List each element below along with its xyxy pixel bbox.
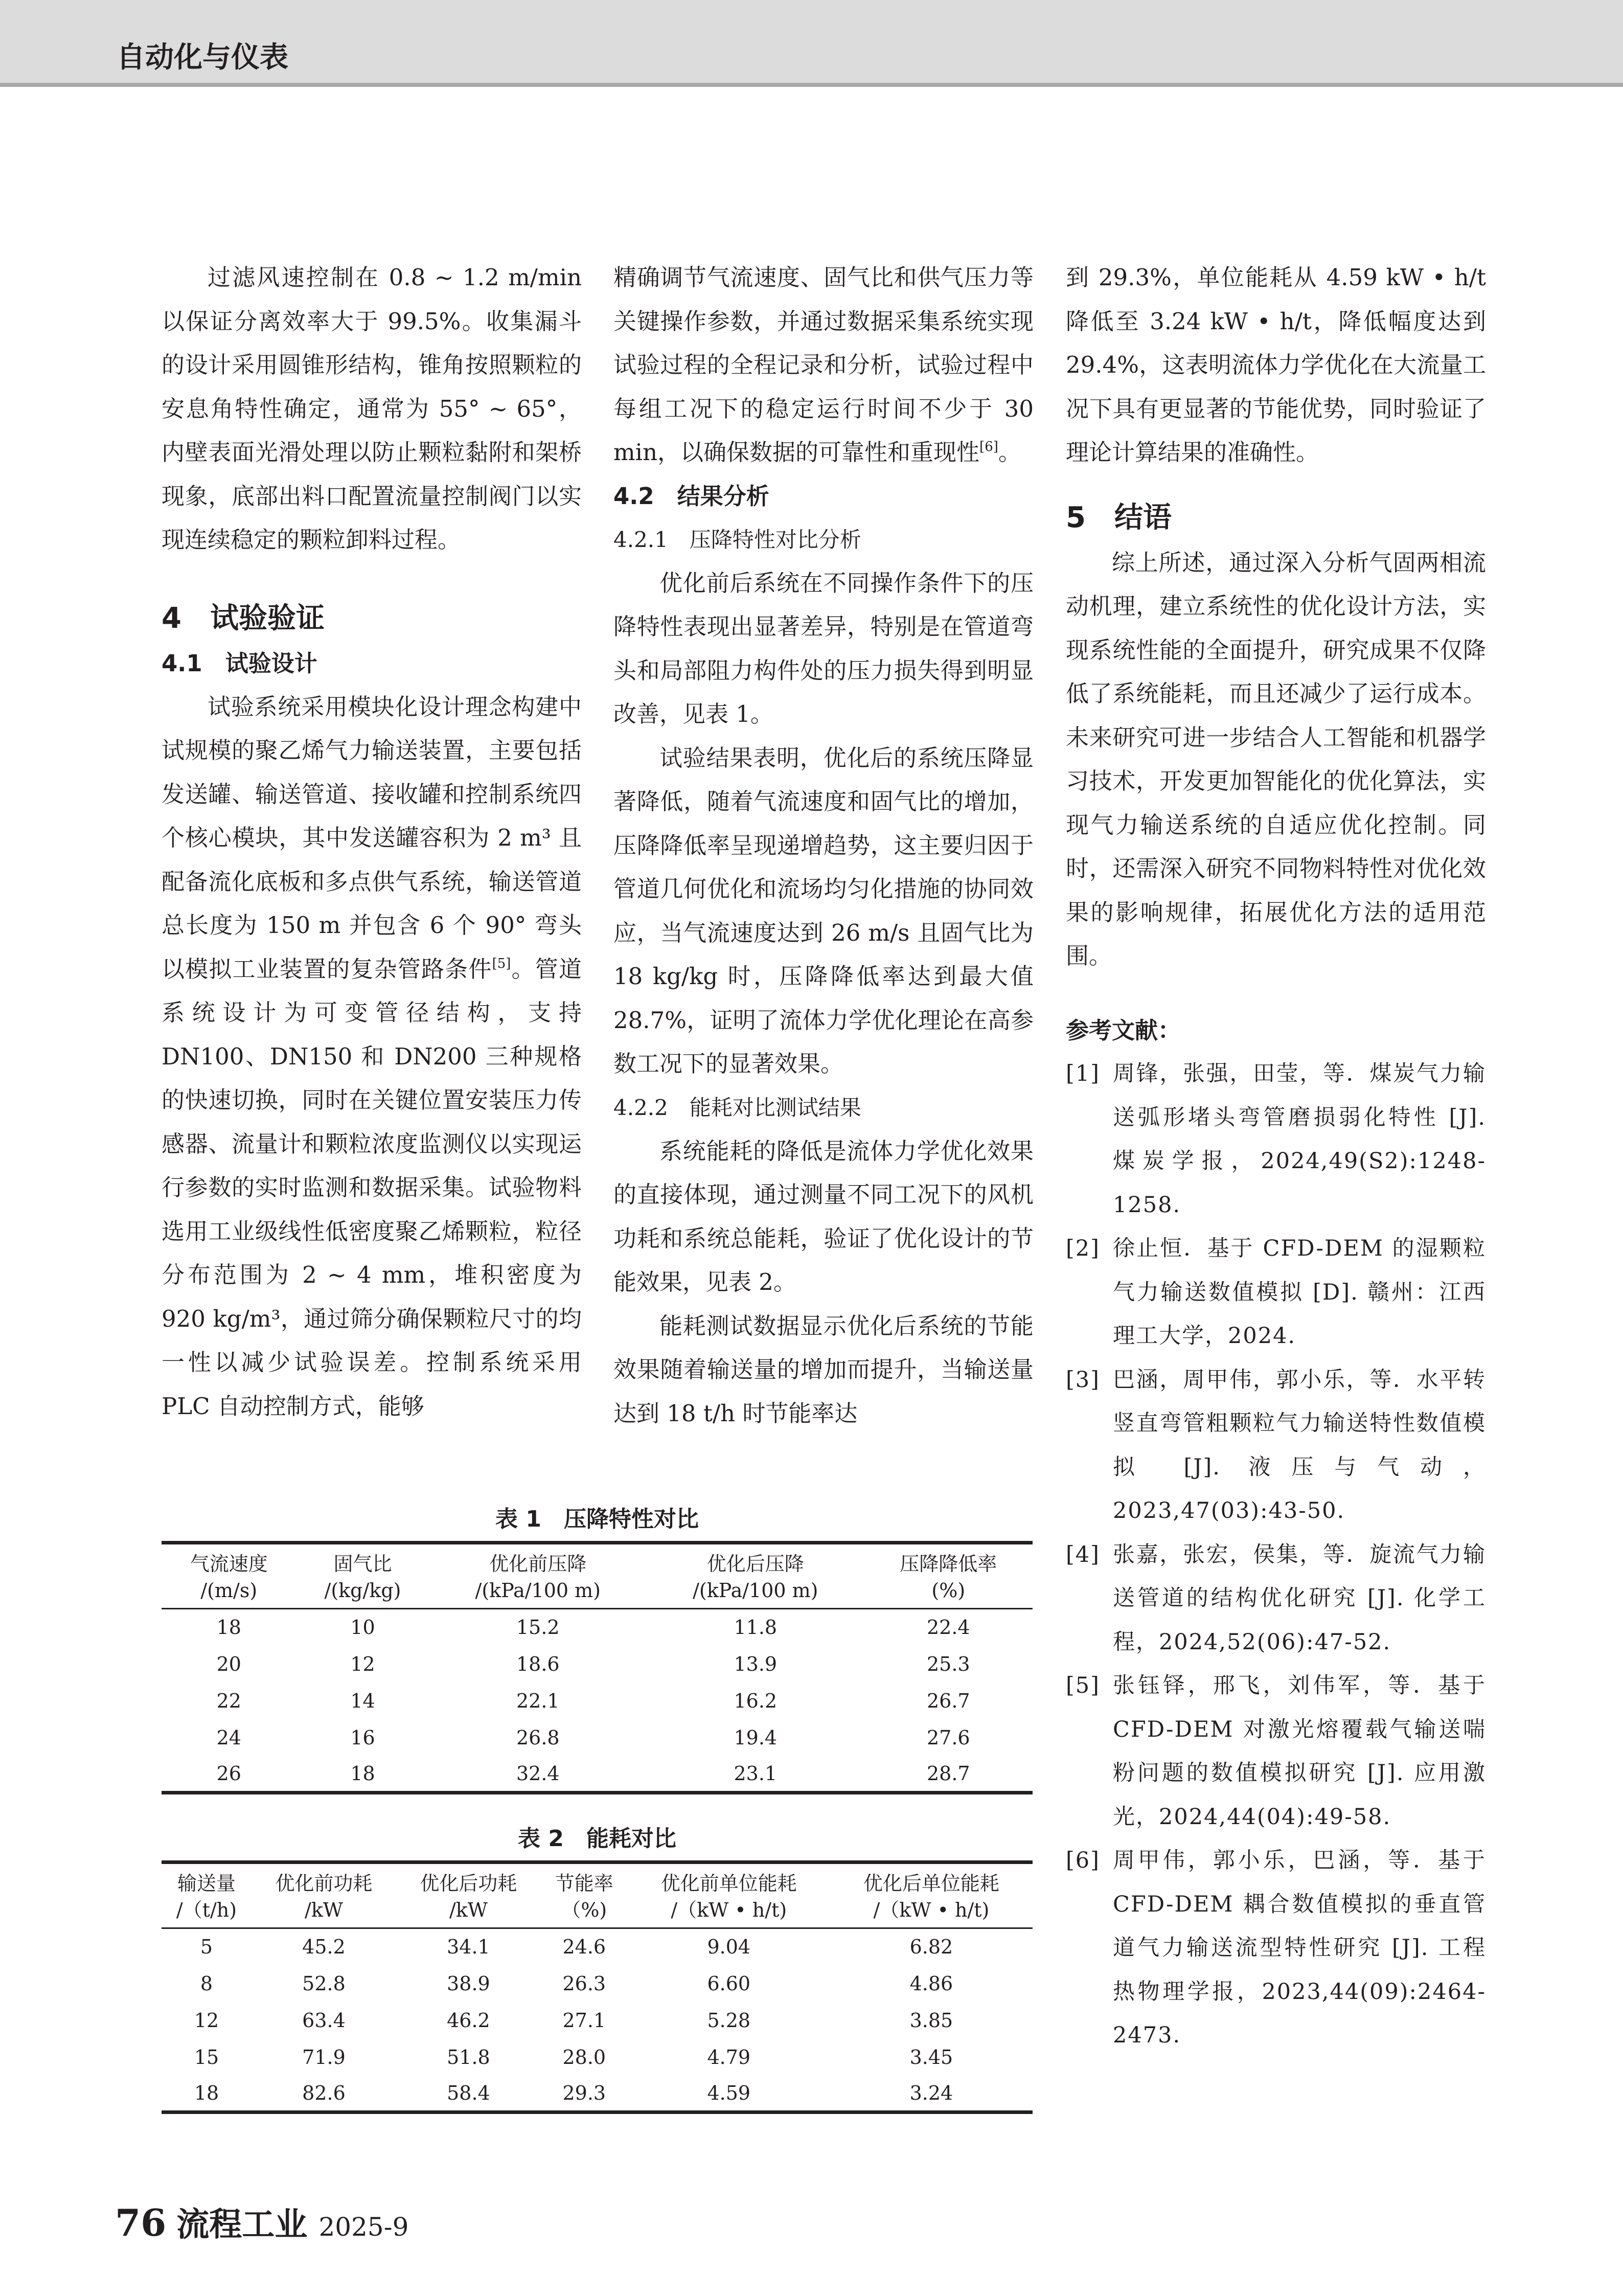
header-line: /(m/s) xyxy=(200,1579,258,1602)
table-cell: 25.3 xyxy=(926,1652,970,1675)
header-line: /（kW • h/t) xyxy=(873,1899,990,1921)
table-cell: 6.60 xyxy=(707,1972,751,1995)
column-header xyxy=(252,1862,396,1928)
table-cell: 38.9 xyxy=(447,1972,490,1995)
table-cell: 71.9 xyxy=(302,2045,346,2068)
reference-item xyxy=(1066,1358,1486,1533)
header-row xyxy=(162,1862,1033,1928)
reference-number: [3] xyxy=(1066,1367,1100,1393)
table-cell: 19.4 xyxy=(734,1726,778,1749)
table-cell: 18 xyxy=(216,1616,241,1639)
column-header xyxy=(830,1862,1033,1928)
table-cell: 12 xyxy=(350,1652,375,1675)
table-cell: 11.8 xyxy=(734,1616,778,1639)
reference-text: 张嘉，张宏，侯集，等．旋流气力输送管道的结构优化研究 [J]. 化学工程，2024,52(06):47-52. xyxy=(1113,1541,1486,1655)
header-line: 输送量 xyxy=(177,1872,236,1895)
table-cell: 5.28 xyxy=(707,2009,751,2032)
reference-item xyxy=(1066,1227,1486,1358)
table-cell: 24.6 xyxy=(562,1936,606,1959)
paragraph: 试验系统采用模块化设计理念构建中试规模的聚乙烯气力输送装置，主要包括发送罐、输送管道、接收罐和控制系统四个核心模块，其中发送罐容积为 2 m³ 且配备流化底板和多点供气系统，输送管道总长度为 150 m 并包含 6 个 90° 弯头以模拟工业装置的复杂管路条件[5]。管道系统设计为可变管径结构，支持 DN100、DN150 和 DN200 三种规格的快速切换，同时在关键位置安装压力传感器、流量计和颗粒浓度监测仪以实现运行参数的实时监测和数据采集。试验物料选用工业级线性低密度聚乙烯颗粒，粒径分布范围为 2 ~ 4 mm，堆积密度为 920 kg/m³，通过筛分确保颗粒尺寸的均一性以减少试验误差。控制系统采用 PLC 自动控制方式，能够 xyxy=(162,693,582,1420)
table-cell: 9.04 xyxy=(707,1936,751,1959)
header-line: 优化后功耗 xyxy=(420,1872,517,1895)
table-cell: 22.1 xyxy=(516,1689,560,1712)
table-cell: 51.8 xyxy=(447,2045,490,2068)
section-heading: 5 结语 xyxy=(1066,501,1172,534)
table-2 xyxy=(162,1817,1033,2114)
energy-table xyxy=(162,1860,1033,2114)
table-cell: 34.1 xyxy=(447,1936,490,1959)
table-cell: 26.8 xyxy=(516,1726,560,1749)
table-cell: 20 xyxy=(216,1652,241,1675)
column-header xyxy=(541,1862,628,1928)
subsection-heading: 4.1 试验设计 xyxy=(162,649,317,677)
reference-text: 张钰铎，邢飞，刘伟军，等．基于 CFD-DEM 对激光熔覆载气输送喘粉问题的数值模拟研究 [J]. 应用激光，2024,44(04):49-58. xyxy=(1113,1673,1486,1830)
header-line: 优化后压降 xyxy=(706,1553,804,1575)
header-line: 压降降低率 xyxy=(900,1553,997,1575)
header-line: /（t/h) xyxy=(176,1899,237,1921)
column-right xyxy=(1066,256,1486,2058)
table-row xyxy=(162,2002,1033,2039)
reference-number: [2] xyxy=(1066,1236,1100,1261)
page-footer xyxy=(115,2198,408,2245)
column-header xyxy=(429,1543,647,1609)
table-caption: 表 1 压降特性对比 xyxy=(495,1506,699,1532)
reference-text: 周锋，张强，田莹，等．煤炭气力输送弧形堵头弯管磨损弱化特性 [J]. 煤炭学报，2024,49(S2):1248-1258. xyxy=(1113,1061,1486,1218)
header-line: 优化后单位能耗 xyxy=(863,1872,999,1895)
header-line: 固气比 xyxy=(333,1553,392,1575)
header-line: （%) xyxy=(561,1899,607,1921)
citation: [5] xyxy=(492,956,511,971)
column-header xyxy=(647,1543,864,1609)
reference-item xyxy=(1066,1052,1486,1227)
table-cell: 26.7 xyxy=(926,1689,970,1712)
subsubsection-heading: 4.2.1 压降特性对比分析 xyxy=(613,527,861,552)
table-cell: 46.2 xyxy=(447,2009,490,2032)
table-cell: 14 xyxy=(350,1689,375,1712)
table-cell: 4.79 xyxy=(707,2045,751,2068)
reference-text: 徐止恒．基于 CFD-DEM 的湿颗粒气力输送数值模拟 [D]. 赣州：江西理工大学，2024. xyxy=(1113,1236,1486,1349)
table-cell: 63.4 xyxy=(302,2009,346,2032)
issue: 2025-9 xyxy=(318,2212,409,2242)
table-cell: 6.82 xyxy=(909,1936,953,1959)
header-line: 优化前功耗 xyxy=(275,1872,373,1895)
table-row xyxy=(162,1609,1033,1646)
reference-item xyxy=(1066,1664,1486,1839)
header-line: /kW xyxy=(305,1899,343,1921)
paragraph: 精确调节气流速度、固气比和供气压力等关键操作参数，并通过数据采集系统实现试验过程的全程记录和分析，试验过程中每组工况下的稳定运行时间不少于 30 min，以确保数据的可靠性和重现性[6]。 xyxy=(613,264,1034,466)
table-cell: 32.4 xyxy=(516,1762,560,1785)
table-cell: 27.1 xyxy=(562,2009,606,2032)
header-line: /kW xyxy=(449,1899,488,1921)
table-cell: 15.2 xyxy=(516,1616,560,1639)
table-cell: 8 xyxy=(200,1972,213,1995)
reference-number: [1] xyxy=(1066,1061,1100,1086)
table-cell: 18 xyxy=(194,2081,219,2104)
table-row xyxy=(162,1719,1033,1756)
reference-number: [4] xyxy=(1066,1541,1100,1567)
table-cell: 16.2 xyxy=(734,1689,778,1712)
table-cell: 22.4 xyxy=(926,1616,970,1639)
column-left xyxy=(162,256,582,1428)
paragraph: 综上所述，通过深入分析气固两相流动机理，建立系统性的优化设计方法，实现系统性能的全面提升，研究成果不仅降低了系统能耗，而且还减少了运行成本。未来研究可进一步结合人工智能和机器学习技术，开发更加智能化的优化算法，实现气力输送系统的自适应优化控制。同时，还需深入研究不同物料特性对优化效果的影响规律，拓展优化方法的适用范围。 xyxy=(1066,549,1486,969)
reference-item xyxy=(1066,1533,1486,1665)
running-header xyxy=(0,0,1623,87)
column-header xyxy=(396,1862,541,1928)
table-row xyxy=(162,1928,1033,1965)
table-cell: 26 xyxy=(216,1762,241,1785)
column-header xyxy=(162,1543,296,1609)
citation: [6] xyxy=(979,439,998,454)
table-row xyxy=(162,2039,1033,2076)
table-cell: 23.1 xyxy=(734,1762,778,1785)
table-cell: 52.8 xyxy=(302,1972,346,1995)
column-header xyxy=(628,1862,830,1928)
section-title: 自动化与仪表 xyxy=(117,41,288,74)
reference-number: [5] xyxy=(1066,1673,1100,1698)
header-line: /（kW • h/t) xyxy=(671,1899,787,1921)
section-heading: 4 试验验证 xyxy=(162,601,325,635)
reference-list xyxy=(1066,1052,1486,2058)
paragraph: 过滤风速控制在 0.8 ~ 1.2 m/min 以保证分离效率大于 99.5%。收集漏斗的设计采用圆锥形结构，锥角按照颗粒的安息角特性确定，通常为 55° ~ 65°，内壁表面光滑处理以防止颗粒黏附和架桥现象，底部出料口配置流量控制阀门以实现连续稳定的颗粒卸料过程。 xyxy=(162,264,582,553)
header-row xyxy=(162,1543,1033,1609)
reference-number: [6] xyxy=(1066,1848,1100,1873)
header-line: /(kPa/100 m) xyxy=(475,1579,601,1602)
journal-name: 流程工业 xyxy=(176,2206,308,2244)
table-1 xyxy=(162,1498,1033,1794)
subsection-heading: 4.2 结果分析 xyxy=(613,482,769,510)
table-cell: 3.85 xyxy=(909,2009,953,2032)
table-cell: 45.2 xyxy=(302,1936,346,1959)
table-cell: 13.9 xyxy=(734,1652,778,1675)
table-cell: 27.6 xyxy=(926,1726,970,1749)
table-cell: 29.3 xyxy=(562,2081,606,2104)
table-cell: 5 xyxy=(200,1936,213,1959)
header-line: 节能率 xyxy=(555,1872,613,1895)
table-cell: 4.86 xyxy=(909,1972,953,1995)
reference-text: 巴涵，周甲伟，郭小乐，等．水平转竖直弯管粗颗粒气力输送特性数值模拟 [J]. 液压与气动，2023,47(03):43-50. xyxy=(1113,1367,1486,1524)
table-cell: 18.6 xyxy=(516,1652,560,1675)
table-cell: 10 xyxy=(350,1616,375,1639)
header-line: /(kPa/100 m) xyxy=(693,1579,818,1602)
paragraph: 优化前后系统在不同操作条件下的压降特性表现出显著差异，特别是在管道弯头和局部阻力构件处的压力损失得到明显改善，见表 1。 xyxy=(613,569,1034,728)
paragraph: 系统能耗的降低是流体力学优化效果的直接体现，通过测量不同工况下的风机功耗和系统总能耗，验证了优化设计的节能效果，见表 2。 xyxy=(613,1137,1034,1295)
table-row xyxy=(162,2076,1033,2112)
table-row xyxy=(162,1646,1033,1683)
table-cell: 82.6 xyxy=(302,2081,346,2104)
table-cell: 12 xyxy=(194,2009,219,2032)
table-cell: 15 xyxy=(194,2045,219,2068)
table-row xyxy=(162,1965,1033,2002)
table-row xyxy=(162,1683,1033,1719)
table-cell: 26.3 xyxy=(562,1972,606,1995)
header-line: (%) xyxy=(931,1579,966,1602)
header-line: 优化前压降 xyxy=(489,1553,587,1575)
table-cell: 3.45 xyxy=(909,2045,953,2068)
table-cell: 16 xyxy=(350,1726,375,1749)
paragraph: 到 29.3%，单位能耗从 4.59 kW • h/t 降低至 3.24 kW • h/t，降低幅度达到 29.4%，这表明流体力学优化在大流量工况下具有更显著的节能优势，同时验证了理论计算结果的准确性。 xyxy=(1066,264,1486,466)
pressure-drop-table xyxy=(162,1541,1033,1794)
page-number: 76 xyxy=(115,2201,167,2244)
table-caption: 表 2 能耗对比 xyxy=(518,1826,676,1852)
paragraph: 能耗测试数据显示优化后系统的节能效果随着输送量的增加而提升，当输送量达到 18 t/h 时节能率达 xyxy=(613,1312,1034,1427)
column-header xyxy=(296,1543,429,1609)
table-cell: 58.4 xyxy=(447,2081,490,2104)
column-header xyxy=(864,1543,1033,1609)
column-header xyxy=(162,1862,252,1928)
table-row xyxy=(162,1756,1033,1793)
column-middle xyxy=(613,256,1034,1435)
reference-item xyxy=(1066,1839,1486,2058)
subsubsection-heading: 4.2.2 能耗对比测试结果 xyxy=(613,1095,861,1120)
header-line: 优化前单位能耗 xyxy=(660,1872,797,1895)
header-line: 气流速度 xyxy=(190,1553,268,1575)
table-cell: 18 xyxy=(350,1762,375,1785)
table-cell: 28.7 xyxy=(926,1762,970,1785)
table-cell: 28.0 xyxy=(562,2045,606,2068)
table-cell: 3.24 xyxy=(909,2081,953,2104)
reference-text: 周甲伟，郭小乐，巴涵，等．基于 CFD-DEM 耦合数值模拟的垂直管道气力输送流型特性研究 [J]. 工程热物理学报，2023,44(09):2464-2473. xyxy=(1113,1848,1486,2048)
paragraph: 试验结果表明，优化后的系统压降显著降低，随着气流速度和固气比的增加，压降降低率呈现递增趋势，这主要归因于管道几何优化和流场均匀化措施的协同效应，当气流速度达到 26 m/s 且固气比为 18 kg/kg 时，压降降低率达到最大值 28.7%，证明了流体力学优化理论在高参数工况下的显著效果。 xyxy=(613,744,1034,1077)
table-cell: 24 xyxy=(216,1726,241,1749)
references-heading: 参考文献： xyxy=(1066,1016,1181,1044)
header-line: /(kg/kg) xyxy=(324,1579,401,1602)
table-cell: 22 xyxy=(216,1689,241,1712)
table-cell: 4.59 xyxy=(707,2081,751,2104)
